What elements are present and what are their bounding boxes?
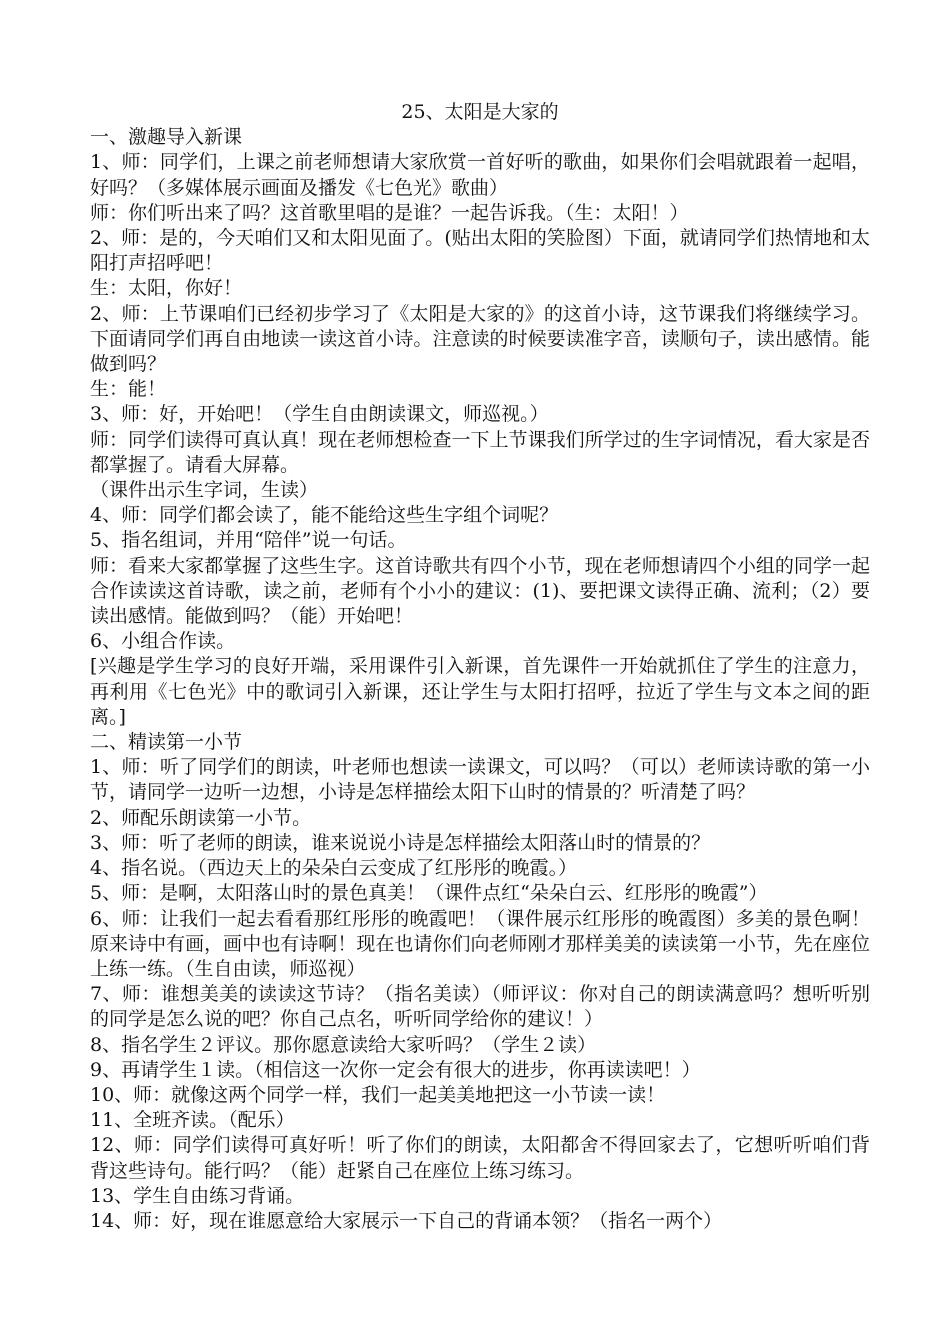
paragraph: 9、再请学生１读。（相信这一次你一定会有很大的进步，你再读读吧！） <box>90 1058 701 1081</box>
paragraph: 5、指名组词，并用“陪伴”说一句话。 <box>90 529 407 552</box>
paragraph: 1、师：听了同学们的朗读，叶老师也想读一读课文，可以吗？（可以）老师读诗歌的第一小节，请同学一边听一边想，小诗是怎样描绘太阳下山时的情景的？听清楚了吗？ <box>90 756 870 804</box>
paragraph: 生：能！ <box>90 378 167 401</box>
paragraph: 师：看来大家都掌握了这些生字。这首诗歌共有四个小节，现在老师想请四个小组的同学一起合作读读这首诗歌，读之前，老师有个小小的建议：(1)、要把课文读得正确、流利；（2）要读出感情。能做到吗？（能）开始吧！ <box>90 554 870 628</box>
paragraph: 2、师配乐朗读第一小节。 <box>90 806 312 829</box>
paragraph: 12、师：同学们读得可真好听！听了你们的朗读，太阳都舍不得回家去了，它想听听咱们背背这些诗句。能行吗？（能）赶紧自己在座位上练习练习。 <box>90 1134 870 1182</box>
paragraph: 4、师：同学们都会读了，能不能给这些生字组个词呢？ <box>90 504 559 527</box>
document-title: 25、太阳是大家的 <box>401 101 559 123</box>
paragraph: 14、师：好，现在谁愿意给大家展示一下自己的背诵本领？（指名一两个） <box>90 1209 723 1232</box>
paragraph: 13、学生自由练习背诵。 <box>90 1184 305 1207</box>
paragraph: 10、师：就像这两个同学一样，我们一起美美地把这一小节读一读！ <box>90 1083 666 1106</box>
paragraph: 11、全班齐读。（配乐） <box>90 1109 295 1132</box>
document-page <box>90 100 870 1234</box>
paragraph: 2、师：是的，今天咱们又和太阳见面了。(贴出太阳的笑脸图）下面，就请同学们热情地和太阳打声招呼吧！ <box>90 227 870 275</box>
paragraph: [兴趣是学生学习的良好开端，采用课件引入新课，首先课件一开始就抓住了学生的注意力，再利用《七色光》中的歌词引入新课，还让学生与太阳打招呼，拉近了学生与文本之间的距离。] <box>90 655 870 728</box>
paragraph: 二、精读第一小节 <box>90 731 243 754</box>
paragraph: 1、师：同学们，上课之前老师想请大家欣赏一首好听的歌曲，如果你们会唱就跟着一起唱，好吗？（多媒体展示画面及播发《七色光》歌曲） <box>90 151 870 199</box>
paragraph: 8、指名学生２评议。那你愿意读给大家听吗？（学生２读） <box>90 1033 597 1056</box>
paragraph: （课件出示生字词，生读） <box>90 479 319 502</box>
paragraph: 一、激趣导入新课 <box>90 126 243 149</box>
paragraph: 4、指名说。（西边天上的朵朵白云变成了红彤彤的晚霞。） <box>90 857 578 880</box>
paragraph: 3、师：好，开始吧！（学生自由朗读课文，师巡视。） <box>90 403 549 426</box>
paragraph: 生：太阳，你好！ <box>90 277 243 300</box>
paragraph: 师：你们听出来了吗？这首歌里唱的是谁？一起告诉我。（生：太阳！） <box>90 201 689 224</box>
paragraph: 7、师：谁想美美的读读这节诗？（指名美读）（师评议：你对自己的朗读满意吗？想听听别的同学是怎么说的吧？你自己点名，听听同学给你的建议！） <box>90 983 870 1031</box>
paragraph: 2、师：上节课咱们已经初步学习了《太阳是大家的》的这首小诗，这节课我们将继续学习。下面请同学们再自由地读一读这首小诗。注意读的时候要读准字音，读顺句子，读出感情。能做到吗？ <box>90 302 870 376</box>
document-body <box>90 125 870 1234</box>
paragraph: 6、师：让我们一起去看看那红彤彤的晚霞吧！（课件展示红彤彤的晚霞图）多美的景色啊！原来诗中有画，画中也有诗啊！现在也请你们向老师刚才那样美美的读读第一小节，先在座位上练一练。（生自由读，师巡视） <box>90 907 870 980</box>
paragraph: 5、师：是啊，太阳落山时的景色真美！（课件点红“朵朵白云、红彤彤的晚霞”） <box>90 882 768 905</box>
paragraph: 3、师：听了老师的朗读，谁来说说小诗是怎样描绘太阳落山时的情景的？ <box>90 831 711 854</box>
paragraph: 6、小组合作读。 <box>90 630 236 653</box>
paragraph: 师：同学们读得可真认真！现在老师想检查一下上节课我们所学过的生字词情况，看大家是否都掌握了。请看大屏幕。 <box>90 428 870 476</box>
